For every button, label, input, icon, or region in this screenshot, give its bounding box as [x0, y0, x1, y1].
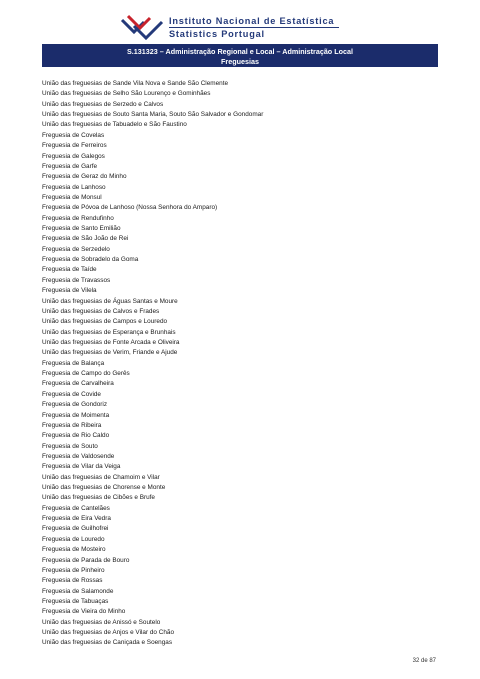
list-item: Freguesia de Louredo	[42, 535, 105, 543]
list-item: União das freguesias de Calvos e Frades	[42, 307, 160, 315]
list-item: União das freguesias de Serzedo e Calvos	[42, 100, 164, 108]
list-item: União das freguesias de Chamoim e Vilar	[42, 473, 160, 481]
list-item: União das freguesias de Verim, Friande e Ajude	[42, 349, 178, 357]
list-item: União das freguesias de Anjos e Vilar do Chão	[42, 629, 175, 637]
list-item: Freguesia de Balança	[42, 359, 105, 367]
list-item: Freguesia de Salamonde	[42, 587, 114, 595]
header-divider	[169, 27, 339, 28]
list-item: Freguesia de Rossas	[42, 577, 103, 585]
list-item: Freguesia de Moimenta	[42, 411, 110, 419]
list-item: Freguesia de Carvalheira	[42, 380, 114, 388]
list-item: Freguesia de Pinheiro	[42, 566, 105, 574]
list-item: Freguesia de Geraz do Minho	[42, 173, 127, 181]
list-item: Freguesia de Souto	[42, 442, 98, 450]
list-item: União das freguesias de Selho São Lourenço e Gominhães	[42, 90, 211, 98]
list-item: Freguesia de Travassos	[42, 276, 111, 284]
list-item: União das freguesias de Tabuadelo e São Faustino	[42, 121, 187, 129]
institution-name-english: Statistics Portugal	[169, 29, 265, 39]
list-item: União das freguesias de Caniçada e Soengas	[42, 639, 173, 647]
list-item: União das freguesias de Campos e Louredo	[42, 318, 168, 326]
list-item: Freguesia de Cantelães	[42, 504, 110, 512]
freguesia-list	[42, 79, 442, 649]
list-item: União das freguesias de Anissó e Soutelo	[42, 618, 161, 626]
list-item: Freguesia de Serzedelo	[42, 245, 110, 253]
list-item: Freguesia de Ribeira	[42, 421, 102, 429]
list-item: União das freguesias de Cibões e Brufe	[42, 494, 155, 502]
list-item: Freguesia de Parada de Bouro	[42, 556, 130, 564]
institution-name: Instituto Nacional de Estatística	[169, 16, 335, 26]
page-header	[0, 0, 480, 40]
ine-logo-icon	[120, 12, 164, 40]
list-item: Freguesia de Monsul	[42, 193, 102, 201]
list-item: Freguesia de Gondoriz	[42, 401, 108, 409]
list-item: União das freguesias de Fonte Arcada e Oliveira	[42, 338, 180, 346]
list-item: Freguesia de Vieira do Minho	[42, 608, 126, 616]
page-number: 32 de 87	[412, 658, 436, 664]
list-item: União das freguesias de Chorense e Monte	[42, 484, 166, 492]
section-banner	[42, 44, 438, 67]
list-item: Freguesia de Galegos	[42, 152, 105, 160]
list-item: Freguesia de Mosteiro	[42, 546, 106, 554]
list-item: Freguesia de Vilar da Veiga	[42, 463, 121, 471]
list-item: Freguesia de Covelas	[42, 131, 105, 139]
list-item: União das freguesias de Sande Vila Nova e Sande São Clemente	[42, 80, 229, 87]
list-item: Freguesia de Valdosende	[42, 452, 115, 460]
banner-title: S.131323 – Administração Regional e Local – Administração Local	[127, 47, 353, 56]
list-item: Freguesia de Tabuaças	[42, 597, 109, 605]
list-item: União das freguesias de Souto Santa Maria, Souto São Salvador e Gondomar	[42, 111, 264, 119]
list-item: Freguesia de São João de Rei	[42, 235, 129, 243]
list-item: Freguesia de Garfe	[42, 162, 98, 170]
list-item: Freguesia de Ferreiros	[42, 142, 107, 150]
list-item: União das freguesias de Esperança e Brunhais	[42, 328, 176, 336]
list-item: Freguesia de Sobradelo da Goma	[42, 256, 139, 264]
list-item: Freguesia de Campo do Gerês	[42, 370, 130, 378]
list-item: Freguesia de Rio Caldo	[42, 432, 110, 440]
watermark: ​	[298, 110, 302, 116]
list-item: Freguesia de Rendufinho	[42, 214, 114, 222]
list-item: Freguesia de Vilela	[42, 287, 97, 295]
list-item: Freguesia de Santo Emilião	[42, 225, 121, 233]
list-item: Freguesia de Guilhofrei	[42, 525, 109, 533]
list-item: Freguesia de Taíde	[42, 266, 97, 274]
list-item: Freguesia de Eira Vedra	[42, 515, 111, 523]
list-item: Freguesia de Lanhoso	[42, 183, 106, 191]
list-item: Freguesia de Covide	[42, 390, 101, 398]
banner-subtitle: Freguesias	[221, 57, 259, 66]
list-item: União das freguesias de Águas Santas e Moure	[42, 297, 178, 305]
list-item: Freguesia de Póvoa de Lanhoso (Nossa Senhora do Amparo)	[42, 204, 218, 212]
